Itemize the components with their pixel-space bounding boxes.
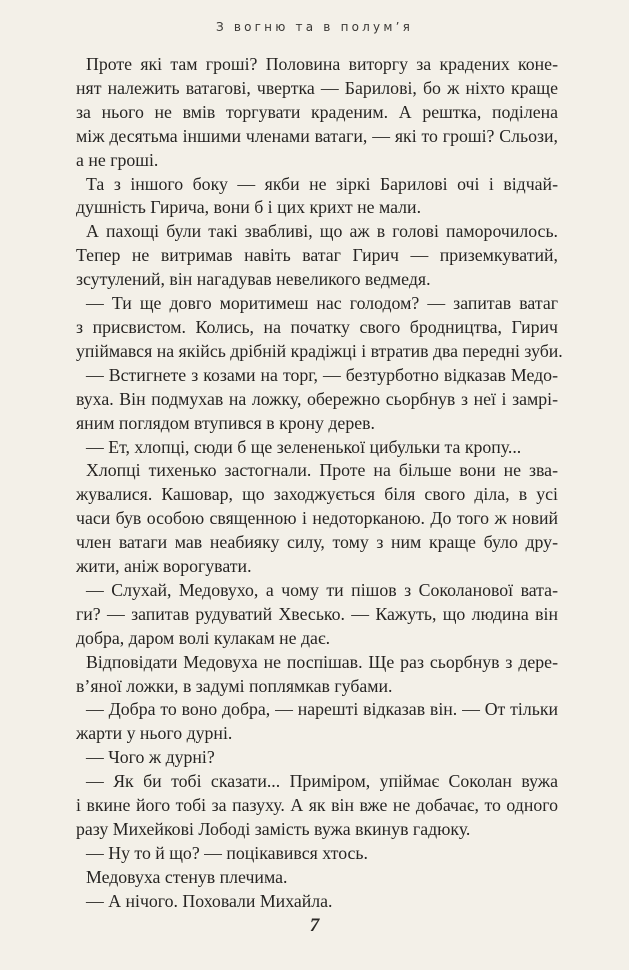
- text-line: разу Михейкові Лободі замість вужа вкинув гадюку.: [76, 819, 471, 839]
- text-line: — Добра то воно добра, — нарешті відказав він. — От тільки: [86, 699, 558, 720]
- text-line: — Ет, хлопці, сюди б ще зелененької цибульки та кропу...: [86, 436, 522, 457]
- text-line: — Як би тобі сказати... Приміром, упіймає Соколан вужа: [86, 771, 558, 792]
- text-line: Тепер не витримав навіть ватаг Гирич — приземкуватий,: [76, 245, 558, 266]
- text-line: Медовуха стенув плечима.: [86, 866, 288, 887]
- text-line: — А нічого. Поховали Михайла.: [86, 890, 333, 911]
- body-text: [76, 53, 563, 914]
- text-line: жарти у нього дурні.: [76, 723, 233, 744]
- text-line: Проте які там гроші? Половина виторгу за крадених коне-: [86, 54, 558, 74]
- text-line: яним поглядом втупився в крону дерев.: [76, 412, 375, 433]
- text-line: жити, аніж ворогувати.: [76, 556, 252, 577]
- text-line: зсутулений, він нагадував невеликого ведмедя.: [76, 269, 431, 290]
- text-line: — Ну то й що? — поцікавився хтось.: [86, 842, 368, 863]
- text-line: часи був особою священною і недоторканою. До того ж новий: [76, 508, 558, 529]
- running-head: З вогню та в полум’я: [215, 20, 414, 34]
- text-line: і вкине його тобі за пазуху. А як він вже не добачає, то одного: [76, 795, 558, 816]
- text-line: в’яної ложки, в задумі поплямкав губами.: [76, 675, 393, 696]
- text-line: Відповідати Медовуха не поспішав. Ще раз сьорбнув з дере-: [86, 651, 558, 672]
- page-number: 7: [309, 915, 320, 936]
- text-line: нят належить ватагові, чвертка — Бариловi, бо ж ніхто краще: [76, 77, 558, 98]
- text-line: а не гроші.: [76, 149, 159, 170]
- text-line: упіймався на якійсь дрібній крадіжці і втратив два передні зуби.: [76, 340, 563, 361]
- text-line: — Слухай, Медовухо, а чому ти пішов з Соколанової вата-: [86, 579, 558, 600]
- text-line: — Встигнете з козами на торг, — безтурботно відказав Медо-: [86, 364, 558, 385]
- text-line: між десятьма іншими членами ватаги, — які то гроші? Сльози,: [76, 125, 558, 146]
- text-line: вуха. Він подмухав на ложку, обережно сьорбнув з неї і замрі-: [76, 388, 558, 409]
- text-line: член ватаги мав неабияку силу, тому з ним краще було дру-: [76, 532, 558, 553]
- text-line: А пахощі були такі звабливі, що аж в голові паморочилось.: [86, 221, 558, 242]
- text-line: — Ти ще довго моритимеш нас голодом? — запитав ватаг: [86, 293, 558, 314]
- text-line: — Чого ж дурні?: [86, 747, 215, 768]
- text-line: за нього не вмів торгувати краденим. А рештка, поділена: [76, 101, 558, 122]
- text-line: Хлопці тихенько застогнали. Проте на більше вони не зва-: [86, 460, 558, 481]
- text-line: Та з іншого боку — якби не зіркі Барилові очі і відчай-: [86, 173, 558, 194]
- text-line: душність Гирича, вони б і цих крихт не мали.: [76, 197, 422, 218]
- text-line: жувалися. Кашовар, що заходжується біля свого діла, в усі: [76, 484, 558, 505]
- text-line: ги? — запитав рудуватий Хвесько. — Кажуть, що людина він: [76, 603, 558, 624]
- text-line: добра, даром волі кулакам не дає.: [76, 627, 331, 648]
- text-line: з присвистом. Колись, на початку свого бродництва, Гирич: [76, 316, 558, 337]
